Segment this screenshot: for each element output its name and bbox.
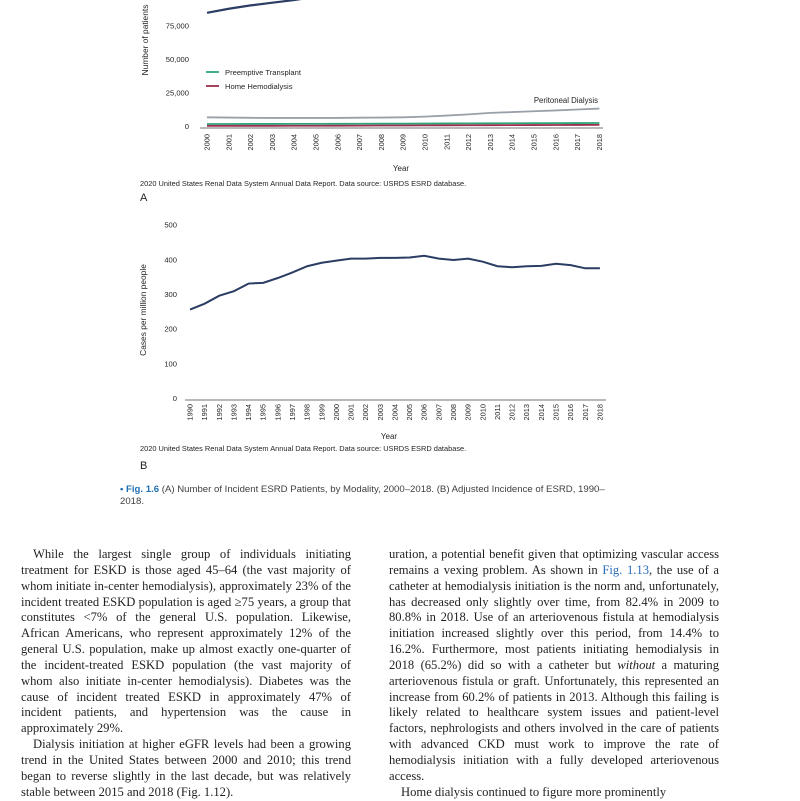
x-tick-label: 2002 <box>246 134 256 151</box>
y-tick-label: 500 <box>164 220 177 230</box>
y-tick-label: 75,000 <box>165 21 189 31</box>
legend-label: Preemptive Transplant <box>225 68 301 77</box>
paragraph-right-1 <box>389 547 719 785</box>
y-tick-label: 0 <box>172 394 177 403</box>
x-tick-label: 1990 <box>185 404 195 421</box>
panel-label-a: A <box>140 192 148 204</box>
x-tick-label: 2017 <box>580 404 590 421</box>
text-run: uration, a potential benefit given that optimizing vascular access remains a vexing problem. As shown in <box>389 547 719 577</box>
figure-number: • Fig. 1.6 <box>120 484 160 495</box>
x-tick-label: 1997 <box>287 404 297 421</box>
x-tick-label: 2014 <box>536 404 546 421</box>
figure-caption <box>120 484 610 508</box>
legend-label: Home Hemodialysis <box>225 82 293 91</box>
x-tick-label: 1991 <box>200 404 210 421</box>
x-tick-label: 2015 <box>529 134 539 151</box>
y-tick-label: 50,000 <box>165 55 189 64</box>
x-tick-label: 2011 <box>492 404 502 420</box>
y-tick-label: 25,000 <box>165 88 189 98</box>
figure-caption-text: (A) Number of Incident ESRD Patients, by Modality, 2000–2018. (B) Adjusted Incidence of ESRD, 1990–2018. <box>120 484 605 507</box>
x-tick-label: 1992 <box>214 404 224 421</box>
x-tick-label: 2002 <box>361 404 371 421</box>
x-tick-label: 2006 <box>419 404 429 421</box>
series-line-4 <box>207 125 599 126</box>
x-tick-label: 1999 <box>317 404 327 421</box>
y-tick-label: 0 <box>184 122 189 131</box>
x-tick-label: 2018 <box>595 404 605 421</box>
x-tick-label: 2018 <box>594 134 604 151</box>
x-tick-label: 2014 <box>507 134 517 151</box>
x-tick-label: 1994 <box>244 404 254 421</box>
x-tick-label: 1993 <box>229 404 239 421</box>
x-tick-label: 2009 <box>398 134 408 151</box>
x-tick-label: 1996 <box>273 404 283 421</box>
x-tick-label: 2008 <box>376 134 386 151</box>
y-tick-label: 200 <box>164 324 177 334</box>
series-label-peritoneal: Peritoneal Dialysis <box>533 96 598 105</box>
x-tick-label: 2007 <box>434 404 444 421</box>
x-tick-label: 2004 <box>289 134 299 151</box>
chart-a-source: 2020 United States Renal Data System Annual Data Report. Data source: USRDS ESRD database. <box>140 179 467 188</box>
x-tick-label: 2000 <box>202 134 212 151</box>
text-run: , the use of a catheter at hemodialysis initiation is the norm and, unfortunately, has decreased only slightly over time, from 82.4% in 2009 to 80.8% in 2018. Use of an arteriovenous fistula at hemodialysis initiation increased slightly over this period, from 14.4% to 16.2%. Furthermore, most patients initiating hemodialysis in 2018 (65.2%) did so with a catheter but <box>389 562 720 672</box>
y-axis-label: Number of patients <box>140 4 150 76</box>
x-tick-label: 2008 <box>449 404 459 421</box>
x-tick-label: 1995 <box>258 404 268 421</box>
y-axis-label: Cases per million people <box>138 264 148 356</box>
x-tick-label: 2003 <box>267 134 277 151</box>
left-column <box>21 547 351 801</box>
chart-b-source: 2020 United States Renal Data System Annual Data Report. Data source: USRDS ESRD database. <box>140 444 467 453</box>
right-column <box>389 547 719 801</box>
x-tick-label: 2009 <box>463 404 473 421</box>
panel-label-b: B <box>140 460 148 472</box>
x-tick-label: 2005 <box>311 134 321 151</box>
x-tick-label: 2010 <box>478 404 488 421</box>
y-tick-label: 100 <box>164 359 177 369</box>
x-tick-label: 1998 <box>302 404 312 421</box>
series-line-2 <box>207 109 599 118</box>
x-tick-label: 2001 <box>224 134 234 151</box>
x-tick-label: 2013 <box>485 134 495 151</box>
series-line-incidence <box>190 256 600 310</box>
x-tick-label: 2004 <box>390 404 400 421</box>
x-tick-label: 2006 <box>333 134 343 151</box>
x-tick-label: 2016 <box>566 404 576 421</box>
series-line-1 <box>207 0 338 13</box>
x-tick-label: 2017 <box>573 134 583 151</box>
x-tick-label: 2010 <box>420 134 430 151</box>
series-line-3 <box>207 123 599 124</box>
text-run: a maturing arteriovenous fistula or graft. Unfortunately, this represented an increase from 60.2% of patients in 2013. Although this failing is likely related to healthcare system issues and patient-level factors, nephrologists and others involved in the care of patients with advanced CKD must work to improve the rate of hemodialysis initiation with a fully developed arteriovenous access. <box>389 657 719 783</box>
x-tick-label: 2003 <box>375 404 385 421</box>
figure-link[interactable]: Fig. 1.13 <box>602 562 650 577</box>
y-tick-label: 400 <box>164 255 177 265</box>
x-tick-label: 2011 <box>442 134 452 150</box>
x-tick-label: 2005 <box>405 404 415 421</box>
paragraph-left-2: Dialysis initiation at higher eGFR levels had been a growing trend in the United States between 2000 and 2010; this trend began to reverse slightly in the last decade, but was relatively stable between 2015 and 2018 (Fig. 1.12). <box>21 737 351 799</box>
paragraph-right-2: Home dialysis continued to figure more prominently <box>401 784 667 799</box>
x-tick-label: 2000 <box>331 404 341 421</box>
x-tick-label: 2012 <box>507 404 517 421</box>
x-axis-label: Year <box>392 164 410 173</box>
x-tick-label: 2015 <box>551 404 561 421</box>
x-tick-label: 2007 <box>355 134 365 151</box>
x-tick-label: 2016 <box>551 134 561 151</box>
x-tick-label: 2013 <box>522 404 532 421</box>
emphasis-text: without <box>617 657 656 672</box>
x-tick-label: 2001 <box>346 404 356 421</box>
paragraph-left-1: While the largest single group of individuals initiating treatment for ESKD is those aged 45–64 (the vast majority of whom initiate in-center hemodialysis), approximately 23% of the incident treated ESKD population is aged ≥75 years, a group that constitutes <7% of the general U.S. population. Likewise, African Americans, who represent approximately 12% of the general U.S. population, make up almost exactly one-quarter of the incident-treated ESKD population (the vast majority of whom also initiate in-center hemodialysis). Diabetes was the cause of incident treated ESKD in approximately 47% of incident patients, and hypertension was the cause in approximately 29%. <box>21 547 351 736</box>
chart-a <box>0 0 800 200</box>
x-tick-label: 2012 <box>464 134 474 151</box>
x-axis-label: Year <box>380 432 398 441</box>
y-tick-label: 300 <box>164 289 177 299</box>
chart-b <box>0 210 800 450</box>
